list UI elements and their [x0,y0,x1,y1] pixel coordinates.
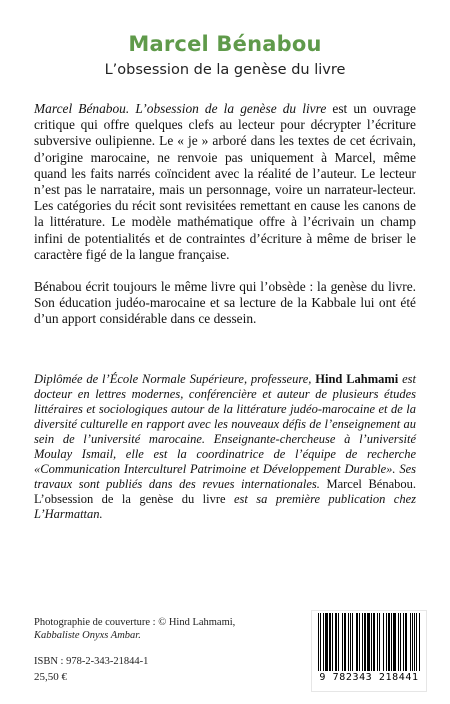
summary-text: est un ouvrage critique qui offre quelques clefs au lecteur pour décrypter l’écriture subversive oulipienne. Le « je » arboré dans les textes de cet écrivain, d’origine marocaine, ne renvoie pas uniquement à Marcel, même quand les faits narrés coïncident avec la réalité de l’auteur. Le lecteur n’est pas le narrataire, mais un personnage, voire un narrateur-lecteur. Les catégories du récit sont revisitées remettant en cause les canons de la littérature. Le modèle mathématique offre à l’écrivain un champ infini de potentialités et de contraintes d’écriture à même de briser le caractère figé de la langue française. [34,101,416,262]
summary-title-italic: L’obsession de la genèse du livre [135,101,327,116]
summary-paragraph-2 [34,279,416,328]
bio-part-1: Diplômée de l’École Normale Supérieure, professeure, [34,372,316,386]
summary-paragraph-1 [34,101,416,263]
barcode [311,610,427,692]
bio-book-title: Marcel Bénabou. L’obsession de la genèse du livre [34,477,417,506]
author-biography [34,372,416,522]
photo-credit [34,616,294,642]
isbn: ISBN : 978-2-343-21844-1 [34,656,149,667]
price: 25,50 € [34,671,67,683]
bio-author-name: Hind Lahmami [315,372,399,386]
photo-credit-line-2: Kabbaliste Onyxs Ambar. [34,630,141,641]
bio-part-2: est docteur en lettres modernes, conférencière et auteur de plusieurs études littéraires et sociologiques autour de la littérature judéo-marocaine et de la diversité culturelle en rapport avec les nouveaux défis de l’enseignement au sein de l’université marocaine. Enseignante-chercheuse à l’université Moulay Ismail, elle est la coordinatrice de l’équipe de recherche «Communication Interculturel Patrimoine et Développement Durable». Ses travaux sont publiés dans des revues internationales. [34,372,417,491]
barcode-bars [316,613,422,671]
photo-credit-line-1: Photographie de couverture : © Hind Lahmami, [34,617,236,628]
summary-text-2: Bénabou écrit toujours le même livre qui l’obsède : la genèse du livre. Son éducation judéo-marocaine et sa lecture de la Kabbale lui ont été d’un apport considérable dans ce dessein. [34,279,416,327]
author-heading: Marcel Bénabou [128,32,322,56]
bio-part-3: est sa première publication chez L’Harmattan. [34,492,416,521]
summary-author-italic: Marcel Bénabou. [34,101,136,116]
barcode-number: 9 782343 218441 [319,672,419,683]
book-subtitle: L’obsession de la genèse du livre [104,62,346,78]
